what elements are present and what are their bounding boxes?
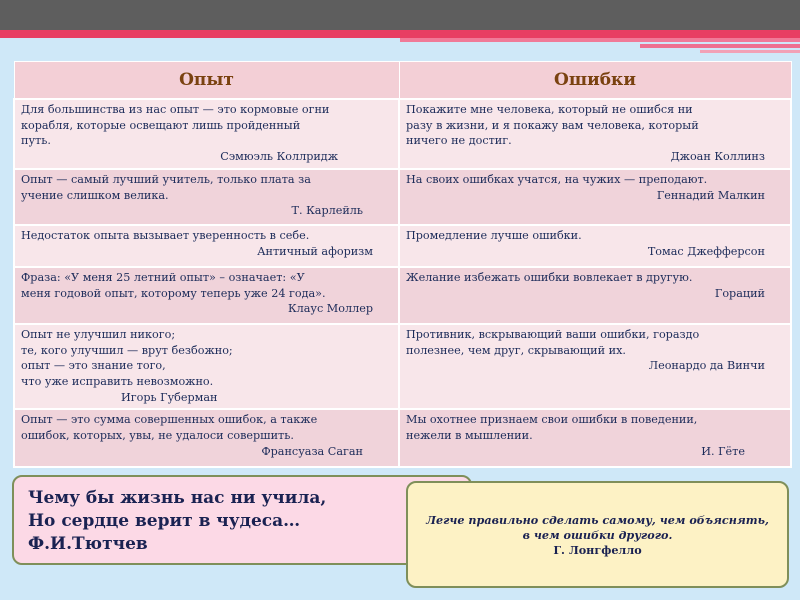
quote-line: ошибок, которых, увы, не удалоси совершить.: [21, 429, 294, 443]
quote-author: Т. Карлейль: [291, 204, 363, 218]
quote-line: меня годовой опыт, которому теперь уже 24 года».: [21, 286, 326, 300]
table-row: [14, 324, 791, 410]
accent-stripe-short: [640, 44, 800, 48]
quote-line: Противник, вскрывающий ваши ошибки, гораздо: [406, 327, 700, 341]
quote-author: Сэмюэль Коллридж: [220, 150, 338, 164]
quote-author: Томас Джефферсон: [647, 244, 765, 258]
column-header-experience: Опыт: [14, 62, 399, 100]
quote-line: те, кого улучшил — врут безбожно;: [21, 343, 233, 357]
quote-line: Опыт — это сумма совершенных ошибок, а также: [21, 413, 318, 427]
accent-stripe-shortest: [700, 50, 800, 53]
quote-line: Желание избежать ошибки вовлекает в другую.: [406, 270, 693, 284]
mistakes-quote-cell: [399, 267, 791, 324]
quote-line: Для большинства из нас опыт — это кормовые огни: [21, 103, 330, 116]
table-row: [14, 225, 791, 267]
quote-line: ничего не достиг.: [406, 134, 512, 148]
tyutchev-quote-box: [12, 475, 472, 565]
quote-author: Клаус Моллер: [287, 302, 373, 316]
quote-author: Г. Лонгфелло: [553, 543, 642, 557]
top-band: [0, 0, 800, 30]
accent-stripe: [0, 30, 800, 38]
quote-line: Покажите мне человека, который не ошибся ни: [406, 103, 693, 116]
mistakes-quote-cell: [399, 225, 791, 267]
table-row: [14, 267, 791, 324]
quote-line: учение слишком велика.: [21, 188, 169, 202]
experience-quote-cell: [14, 267, 399, 324]
mistakes-quote-cell: [399, 169, 791, 225]
table-row: [14, 99, 791, 169]
quote-line: полезнее, чем друг, скрывающий их.: [406, 343, 626, 357]
quote-line: в чем ошибки другого.: [522, 528, 673, 542]
table-header-row: [14, 62, 791, 100]
mistakes-quote-cell: [399, 409, 791, 467]
mistakes-quote-cell: [399, 324, 791, 410]
table-row: [14, 169, 791, 225]
quote-line: Чему бы жизнь нас ни учила,: [28, 488, 327, 508]
mistakes-quote-cell: [399, 99, 791, 169]
experience-quote-cell: [14, 324, 399, 410]
experience-quote-cell: [14, 225, 399, 267]
quote-line: Опыт не улучшил никого;: [21, 327, 176, 341]
quote-line: корабля, которые освещают лишь пройденный: [21, 118, 301, 132]
longfellow-quote-box: [406, 481, 789, 588]
quote-author: Античный афоризм: [257, 244, 373, 258]
quote-line: Недостаток опыта вызывает уверенность в себе.: [21, 228, 310, 242]
quote-line: Фраза: «У меня 25 летний опыт» – означает: «У: [21, 270, 305, 284]
quote-line: Но сердце верит в чудеса…: [28, 511, 301, 531]
quote-author: Джоан Коллинз: [670, 150, 765, 164]
quote-line: путь.: [21, 134, 51, 148]
quote-line: Легче правильно сделать самому, чем объяснять,: [426, 513, 769, 527]
quote-line: Мы охотнее признаем свои ошибки в поведении,: [406, 413, 698, 427]
quotes-table: [13, 61, 792, 468]
quote-author: Геннадий Малкин: [656, 188, 765, 202]
experience-quote-cell: [14, 409, 399, 467]
quote-author: Гораций: [714, 286, 765, 300]
quote-line: нежели в мышлении.: [406, 429, 533, 443]
quote-line: Промедление лучше ошибки.: [406, 228, 582, 242]
quote-line: опыт — это знание того,: [21, 359, 166, 373]
quote-author: Леонардо да Винчи: [648, 359, 765, 373]
quote-line: что уже исправить невозможно.: [21, 374, 214, 388]
accent-stripe-thin: [400, 38, 800, 42]
table-row: [14, 409, 791, 467]
column-header-mistakes: Ошибки: [399, 62, 791, 100]
experience-quote-cell: [14, 99, 399, 169]
experience-quote-cell: [14, 169, 399, 225]
quote-author: И. Гёте: [701, 444, 745, 458]
quote-author: Франсуаза Саган: [261, 444, 363, 458]
quote-author: Ф.И.Тютчев: [28, 534, 148, 554]
quote-line: На своих ошибках учатся, на чужих — преподают.: [406, 172, 708, 186]
quote-line: Опыт — самый лучший учитель, только плата за: [21, 172, 311, 186]
quote-line: разу в жизни, и я покажу вам человека, который: [406, 118, 699, 132]
quote-author: Игорь Губерман: [121, 390, 218, 404]
